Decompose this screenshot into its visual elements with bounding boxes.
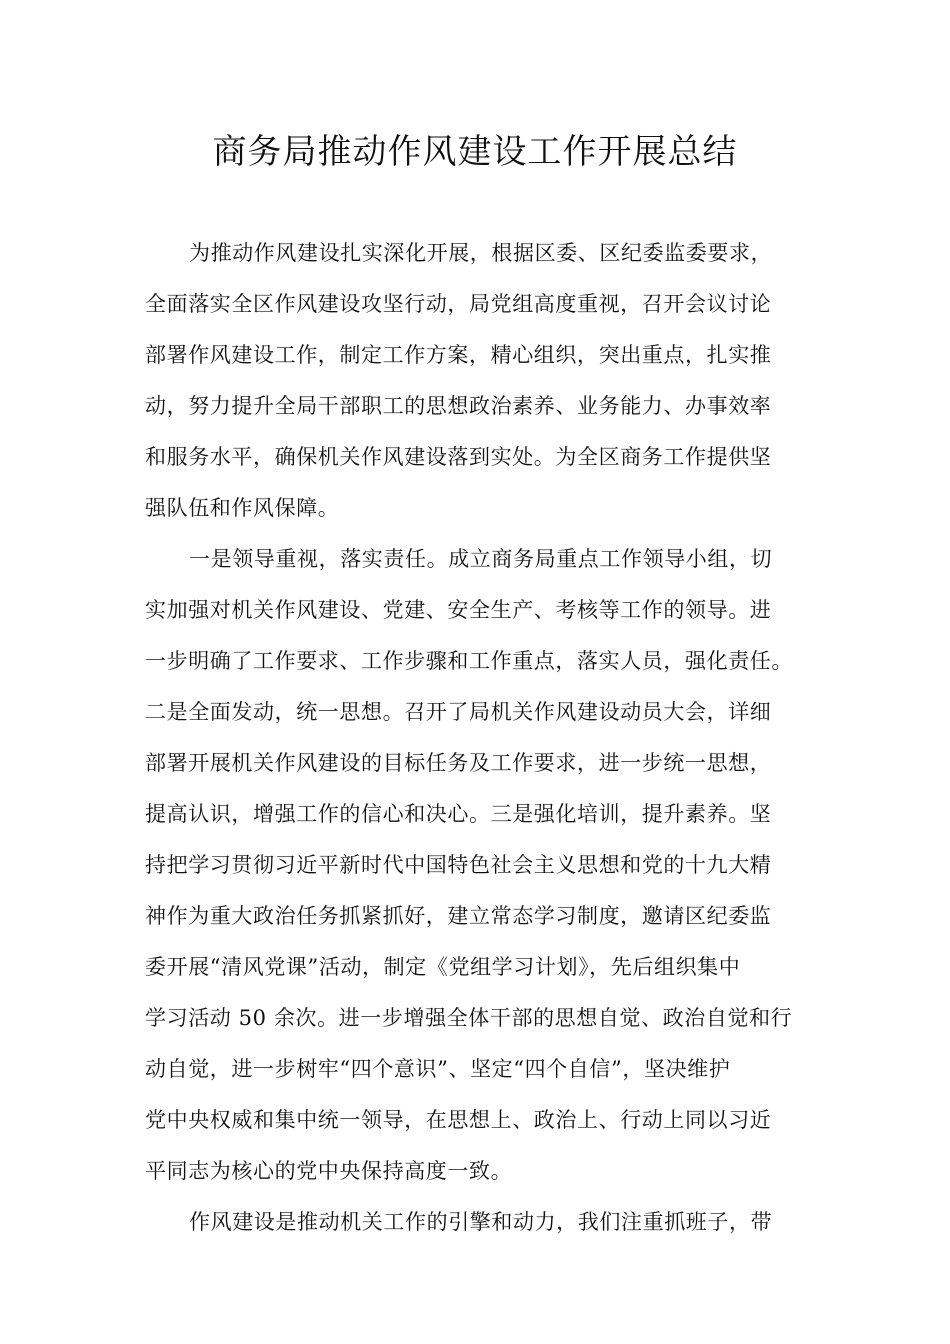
text-line: 强队伍和作风保障。 (145, 496, 340, 520)
text-line: 为推动作风建设扎实深化开展，根据区委、区纪委监委要求， (189, 241, 773, 265)
text-line: 作风建设是推动机关工作的引擎和动力，我们注重抓班子，带 (189, 1210, 773, 1234)
text-line: 平同志为核心的党中央保持高度一致。 (145, 1159, 513, 1183)
text-line: 持把学习贯彻习近平新时代中国特色社会主义思想和党的十九大精 (145, 853, 772, 877)
text-line: 神作为重大政治任务抓紧抓好，建立常态学习制度，邀请区纪委监 (145, 904, 772, 928)
text-line: 学习活动 50 余次。进一步增强全体干部的思想自觉、政治自觉和行 (145, 1006, 793, 1030)
text-line: 一步明确了工作要求、工作步骤和工作重点，落实人员，强化责任。 (145, 649, 793, 673)
text-line: 二是全面发动，统一思想。召开了局机关作风建设动员大会，详细 (145, 700, 772, 724)
paragraph-intro (145, 228, 815, 534)
text-line: 党中央权威和集中统一领导，在思想上、政治上、行动上同以习近 (145, 1108, 772, 1132)
text-line: 部署作风建设工作，制定工作方案，精心组织，突出重点，扎实推 (145, 343, 772, 367)
text-line: 动，努力提升全局干部职工的思想政治素养、业务能力、办事效率 (145, 394, 772, 418)
text-line: 部署开展机关作风建设的目标任务及工作要求，进一步统一思想， (145, 751, 772, 775)
text-line: 实加强对机关作风建设、党建、安全生产、考核等工作的领导。进 (145, 598, 772, 622)
document-title: 商务局推动作风建设工作开展总结 (212, 132, 738, 172)
text-line: 一是领导重视，落实责任。成立商务局重点工作领导小组，切 (189, 547, 773, 571)
text-line: 动自觉，进一步树牢“四个意识”、坚定“四个自信”，坚决维护 (145, 1057, 731, 1081)
text-line: 和服务水平，确保机关作风建设落到实处。为全区商务工作提供坚 (145, 445, 772, 469)
paragraph-measures (145, 534, 815, 1197)
text-line: 全面落实全区作风建设攻坚行动，局党组高度重视，召开会议讨论 (145, 292, 772, 316)
text-line: 委开展“清风党课”活动，制定《党组学习计划》，先后组织集中 (145, 955, 741, 979)
paragraph-leadership (145, 1197, 815, 1248)
document-body (145, 228, 815, 1248)
text-line: 提高认识，增强工作的信心和决心。三是强化培训，提升素养。坚 (145, 802, 772, 826)
